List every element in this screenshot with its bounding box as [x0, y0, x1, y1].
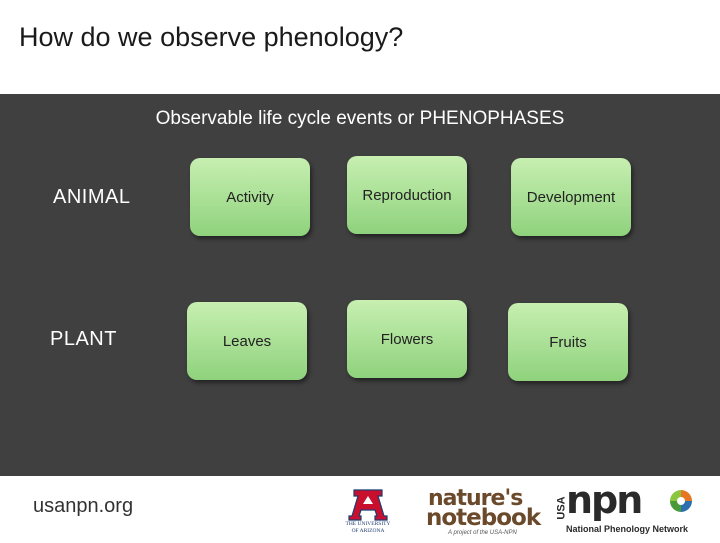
npn-leaf-circle-icon	[668, 488, 694, 514]
usa-npn-mark: npn	[566, 478, 642, 522]
phenophase-card-reproduction: Reproduction	[347, 156, 467, 234]
phenophase-panel	[0, 94, 720, 476]
usa-npn-side-text: USA	[555, 496, 568, 520]
slide-title: How do we observe phenology?	[19, 22, 404, 52]
natures-notebook-line2: notebook	[426, 505, 541, 531]
phenophase-card-activity: Activity	[190, 158, 310, 236]
phenophase-card-leaves: Leaves	[187, 302, 307, 380]
row-label-animal: ANIMAL	[53, 186, 131, 208]
panel-subtitle: Observable life cycle events or PHENOPHASES	[155, 108, 565, 129]
phenophase-card-fruits: Fruits	[508, 303, 628, 381]
usa-npn-line1: National	[566, 524, 602, 534]
phenophase-card-development: Development	[511, 158, 631, 236]
usa-npn-line2: Phenology Network	[604, 524, 689, 534]
natures-notebook-logo	[414, 484, 541, 540]
row-label-plant: PLANT	[50, 328, 117, 350]
phenophase-card-flowers: Flowers	[347, 300, 467, 378]
arizona-line-2: OF ARIZONA	[351, 528, 385, 534]
natures-notebook-tagline: A project of the USA-NPN	[448, 530, 517, 536]
usa-npn-logo	[555, 478, 704, 540]
university-of-arizona-logo	[340, 486, 396, 538]
arizona-line-1: THE UNIVERSITY	[345, 521, 391, 527]
natures-notebook-line1: nature's	[428, 486, 523, 511]
footer-url: usanpn.org	[33, 495, 134, 517]
